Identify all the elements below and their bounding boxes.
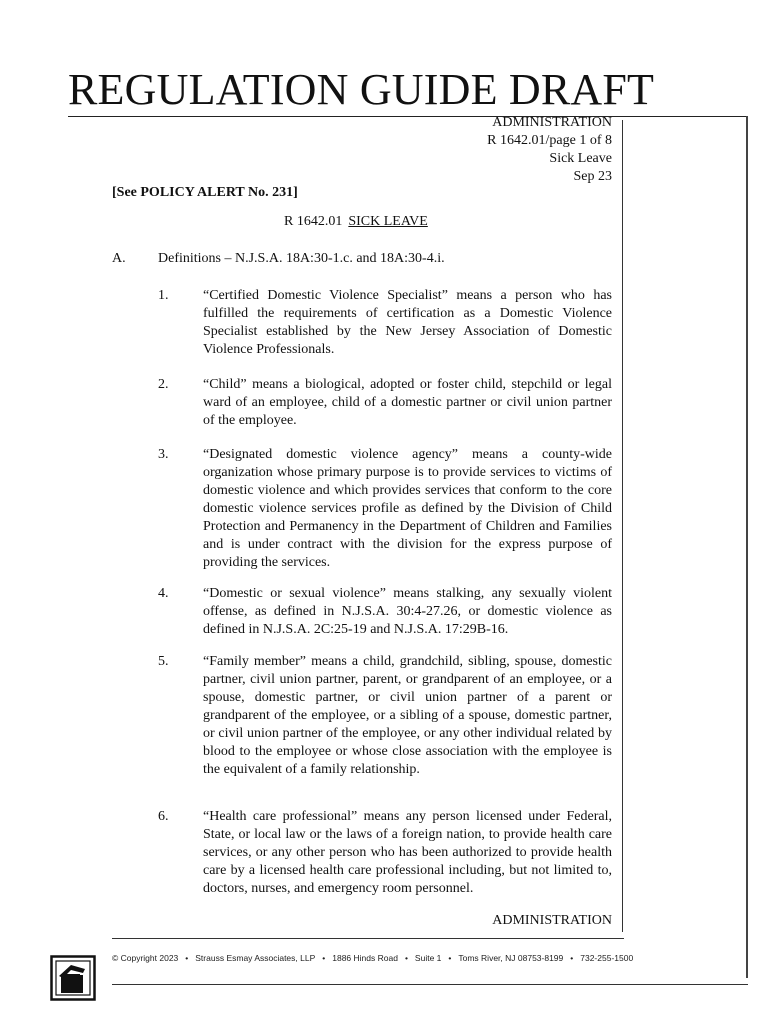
definition-text: “Family member” means a child, grandchild, sibling, spouse, domestic partner, civil union partner, parent, or grandparent of an employee, or a spouse, domestic partner, or civil union partner of a parent or grandparent of the employee, or a sibling of a spouse, domestic partner, or civil union partner of the employee, or any other individual related by blood to the employee or whose close association with the employee is the equivalent of a family relationship. [203,654,612,777]
definition-item [158,585,612,639]
regulation-title [284,214,428,230]
definition-number: 1. [158,288,169,303]
definition-number: 5. [158,654,169,669]
definition-text: “Certified Domestic Violence Specialist” means a person who has fulfilled the requirements of certification as a Domestic Violence Specialist established by the New Jersey Association of Domestic Violence Professionals. [203,288,612,357]
header-section: ADMINISTRATION [492,115,612,130]
footer-rule-upper [112,938,624,939]
footer-suite: Suite 1 [414,953,442,963]
regulation-code: R 1642.01 [284,214,343,229]
footer-separator: • [448,953,452,963]
definition-item [158,653,612,779]
publisher-logo-icon [50,955,96,1001]
definition-text: “Health care professional” means any person licensed under Federal, State, or local law or the laws of a foreign nation, to provide health care services, or any other person who has been authorized to provide health care by a licensed health care professional including, but not limited to, doctors, nurses, and emergency room personnel. [203,809,612,896]
footer-rule-lower [112,984,748,985]
page-banner: REGULATION GUIDE DRAFT [68,65,655,114]
definition-text: “Child” means a biological, adopted or foster child, stepchild or legal ward of an employee, child of a domestic partner or civil union partner of the employee. [203,377,612,428]
definition-item [158,446,612,572]
section-heading: Definitions – N.J.S.A. 18A:30-1.c. and 18A:30-4.i. [158,251,445,266]
footer-copyright: © Copyright 2023 [112,953,179,963]
footer-phone: 732-255-1500 [580,953,634,963]
header-date: Sep 23 [573,169,612,184]
right-rule [746,116,748,978]
footer-separator: • [322,953,326,963]
regulation-name: SICK LEAVE [348,214,428,229]
policy-alert: [See POLICY ALERT No. 231] [112,185,298,200]
footer-address: 1886 Hinds Road [332,953,398,963]
footer-contact-line [112,953,633,963]
definition-number: 4. [158,586,169,601]
section-letter: A. [112,251,126,266]
header-topic: Sick Leave [549,151,612,166]
definition-number: 3. [158,447,169,462]
footer-city: Toms River, NJ 08753-8199 [458,953,564,963]
definition-text: “Designated domestic violence agency” means a county-wide organization whose primary purpose is to provide services to victims of domestic violence and which provides services that conform to the core domestic violence services profile as defined by the Division of Child Protection and Permanency in the Department of Children and Families and is under contract with the division for the express purpose of providing the services. [203,447,612,570]
footer-separator: • [570,953,574,963]
document-header [487,114,612,186]
inner-rule [622,120,623,932]
definition-item [158,808,612,898]
footer-separator: • [185,953,189,963]
definition-number: 2. [158,377,169,392]
footer-section-label: ADMINISTRATION [492,913,612,928]
definition-item [158,376,612,430]
header-page: R 1642.01/page 1 of 8 [487,133,612,148]
footer-separator: • [404,953,408,963]
top-rule [68,116,748,117]
definition-item [158,287,612,359]
definition-text: “Domestic or sexual violence” means stalking, any sexually violent offense, as defined in N.J.S.A. 30:4-27.26, or domestic violence as defined in N.J.S.A. 2C:25-19 and N.J.S.A. 17:29B-16. [203,586,612,637]
definition-number: 6. [158,809,169,824]
footer-company: Strauss Esmay Associates, LLP [195,953,316,963]
